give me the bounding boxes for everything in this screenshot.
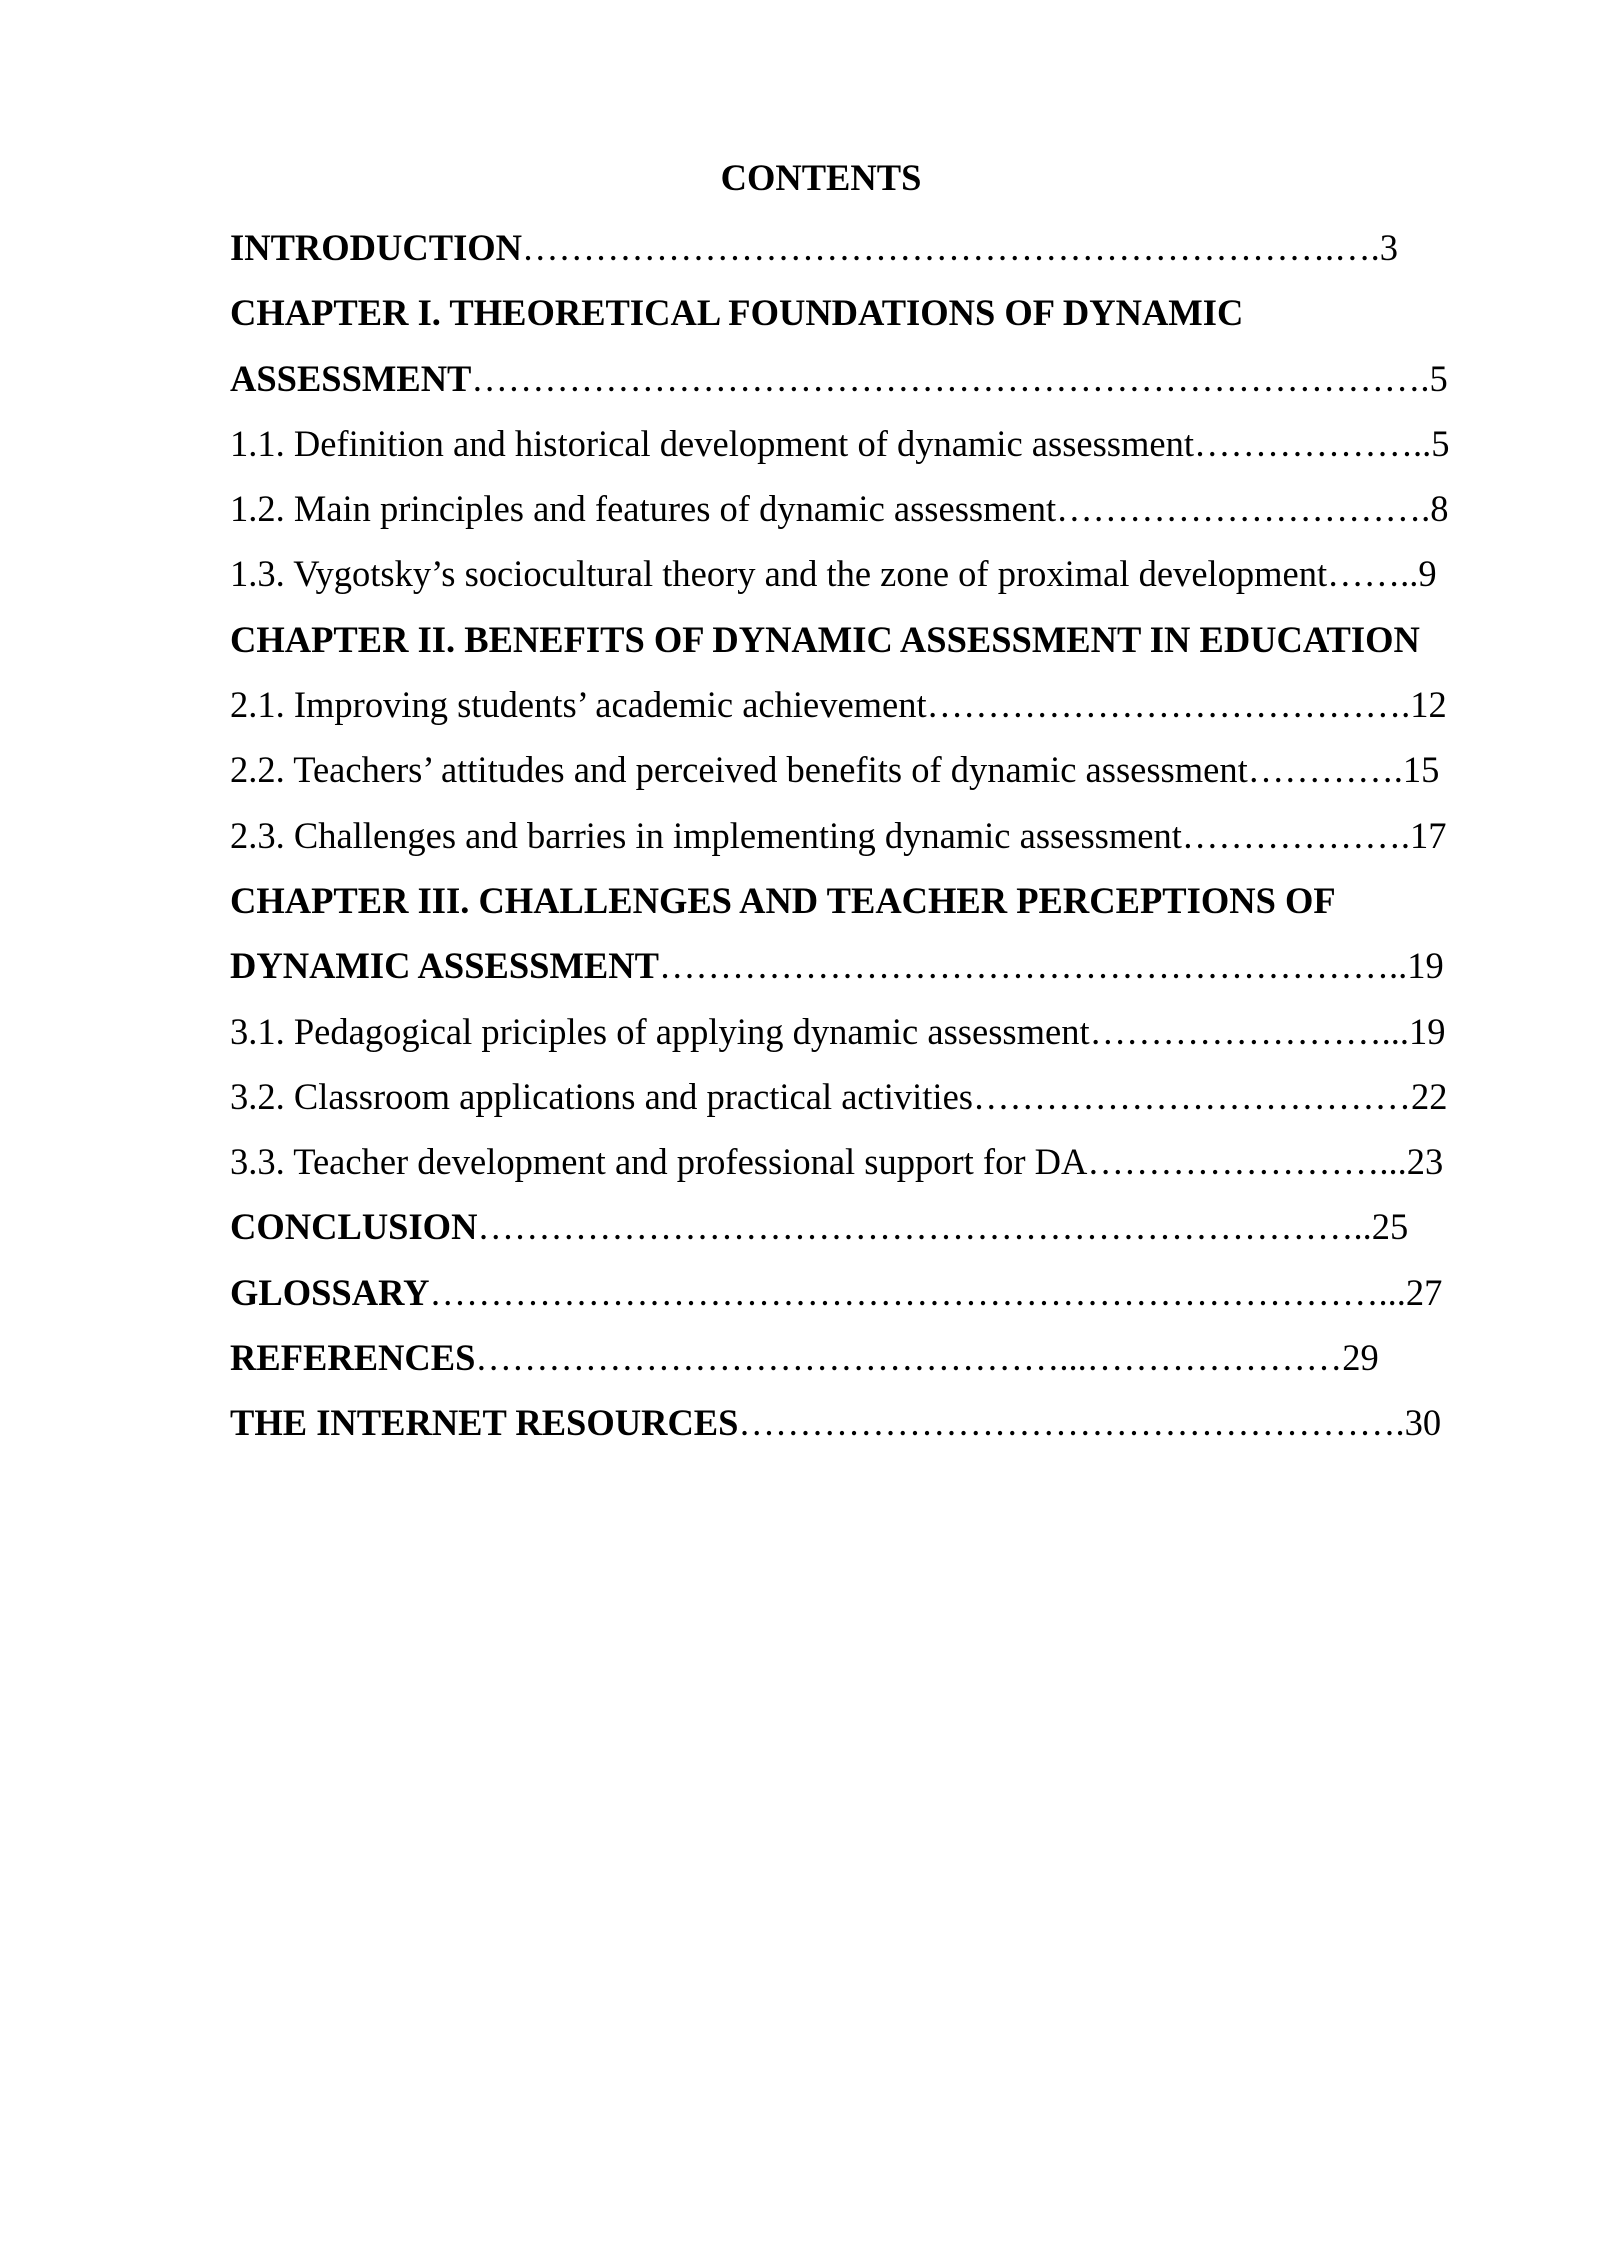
toc-entry-text: 1.2. Main principles and features of dynamic assessment	[230, 488, 1057, 530]
toc-line	[230, 607, 1492, 672]
toc-entry-text: 3.3. Teacher development and professional support for DA	[230, 1141, 1088, 1183]
toc-entry-text: CONCLUSION	[230, 1206, 478, 1248]
toc-line	[230, 280, 1492, 345]
toc-leader-dots: ……..	[1327, 553, 1419, 595]
toc-page-number: 5	[1431, 422, 1450, 464]
toc-leader-dots: ………………………………………………………………..	[477, 1206, 1372, 1248]
toc-page-number: 15	[1402, 749, 1440, 791]
toc-entry-text: CHAPTER I. THEORETICAL FOUNDATIONS OF DYNAMIC	[230, 292, 1244, 334]
toc-page-number: 23	[1406, 1141, 1444, 1183]
toc-leader-dots: ……………….	[1181, 814, 1410, 856]
toc-entry-text: CHAPTER II. BENEFITS OF DYNAMIC ASSESSMENT IN EDUCATION	[230, 618, 1420, 660]
toc-line	[230, 411, 1492, 476]
toc-line	[230, 1390, 1492, 1455]
toc-page-number: 8	[1430, 488, 1449, 530]
toc-leader-dots: ………….	[1247, 749, 1403, 791]
toc-entry-text: GLOSSARY	[230, 1271, 430, 1313]
toc-line	[230, 1129, 1492, 1194]
toc-entry-text: 2.1. Improving students’ academic achievement	[230, 684, 927, 726]
toc-leader-dots: ………………………………	[972, 1075, 1411, 1117]
toc-line	[230, 868, 1492, 933]
toc-page-number: 9	[1418, 553, 1437, 595]
toc-line	[230, 215, 1492, 280]
toc-line	[230, 541, 1492, 606]
toc-leader-dots: ……………………...	[1087, 1141, 1407, 1183]
toc-entry-text: 1.3. Vygotsky’s sociocultural theory and the zone of proximal development	[230, 553, 1328, 595]
toc-entry-text: 1.1. Definition and historical development of dynamic assessment	[230, 422, 1194, 464]
toc-entry-text: THE INTERNET RESOURCES	[230, 1402, 739, 1444]
table-of-contents	[230, 150, 1492, 1456]
toc-leader-dots: ……………………………………………………..	[658, 945, 1408, 987]
toc-line	[230, 999, 1492, 1064]
toc-entry-text: 2.2. Teachers’ attitudes and perceived benefits of dynamic assessment	[230, 749, 1248, 791]
toc-page-number: 22	[1410, 1075, 1448, 1117]
toc-line	[230, 1260, 1492, 1325]
toc-leader-dots: ……………………………………………………………………...	[429, 1271, 1406, 1313]
toc-leader-dots: …………………………………………………………………….	[471, 357, 1430, 399]
toc-entry-text: ASSESSMENT	[230, 357, 472, 399]
toc-leader-dots: ………………..	[1194, 422, 1432, 464]
toc-entry-text: 3.2. Classroom applications and practical activities	[230, 1075, 973, 1117]
toc-line	[230, 737, 1492, 802]
toc-entry-text: INTRODUCTION	[230, 227, 523, 268]
toc-line	[230, 1194, 1492, 1259]
toc-line	[230, 1064, 1492, 1129]
contents-heading: CONTENTS	[720, 157, 922, 198]
toc-line	[230, 933, 1492, 998]
toc-leader-dots: ……………………...	[1089, 1010, 1409, 1052]
toc-entry-text: DYNAMIC ASSESSMENT	[230, 945, 659, 987]
toc-page-number: 25	[1371, 1206, 1409, 1248]
toc-page-number: 12	[1410, 684, 1447, 726]
toc-entry-text: 3.1. Pedagogical priciples of applying dynamic assessment	[230, 1010, 1090, 1052]
toc-line	[230, 1325, 1492, 1390]
toc-leader-dots: ………………………………………………………….….	[522, 227, 1380, 268]
toc-entry-text: REFERENCES	[230, 1337, 476, 1379]
toc-line	[230, 672, 1492, 737]
toc-line	[230, 803, 1492, 868]
toc-page-number: 19	[1408, 1010, 1446, 1052]
toc-page-number: 3	[1379, 227, 1399, 268]
toc-leader-dots: …………………………………………...…………………	[475, 1337, 1343, 1379]
toc-page-number: 17	[1409, 814, 1447, 856]
toc-leader-dots: ………………………….	[1056, 488, 1431, 530]
toc-leader-dots: ……………………………………………….	[738, 1402, 1405, 1444]
toc-page-number: 5	[1429, 357, 1448, 399]
toc-entry-text: CHAPTER III. CHALLENGES AND TEACHER PERCEPTIONS OF	[230, 879, 1336, 921]
page-title	[230, 150, 1492, 205]
toc-page-number: 29	[1342, 1337, 1379, 1379]
toc-page-number: 30	[1404, 1402, 1442, 1444]
toc-line	[230, 476, 1492, 541]
toc-page-number: 19	[1407, 945, 1444, 987]
toc-leader-dots: ………………………………….	[926, 684, 1411, 726]
toc-line	[230, 346, 1492, 411]
toc-page-number: 27	[1405, 1271, 1443, 1313]
toc-entry-text: 2.3. Challenges and barries in implementing dynamic assessment	[230, 814, 1182, 856]
